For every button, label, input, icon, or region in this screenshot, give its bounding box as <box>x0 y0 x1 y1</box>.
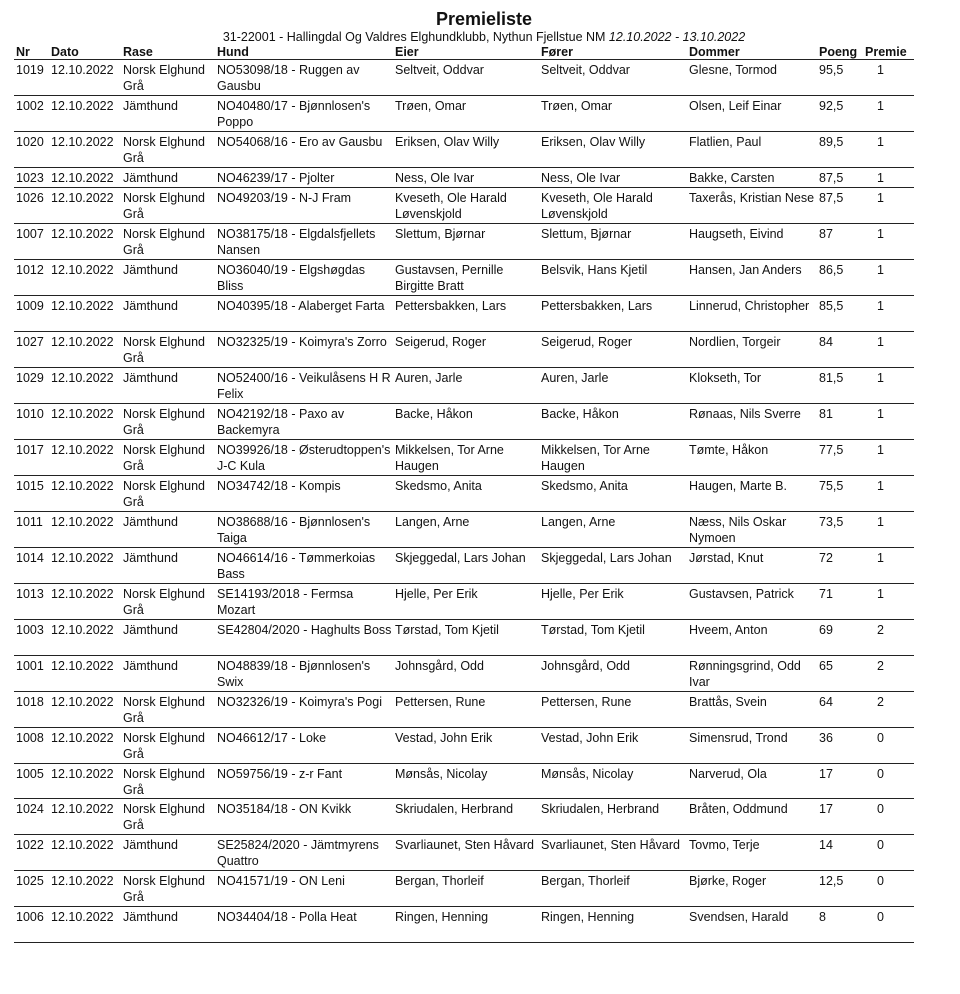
cell-premie: 1 <box>863 440 914 476</box>
cell-forer: Seltveit, Oddvar <box>539 60 687 96</box>
cell-rase: Jämthund <box>121 656 215 692</box>
cell-hund: NO46612/17 - Loke <box>215 728 393 764</box>
cell-dato: 12.10.2022 <box>49 96 121 132</box>
cell-dommer: Tovmo, Terje <box>687 835 817 871</box>
cell-eier: Seigerud, Roger <box>393 332 539 368</box>
cell-rase: Norsk Elghund Grå <box>121 332 215 368</box>
cell-dato: 12.10.2022 <box>49 404 121 440</box>
cell-nr: 1015 <box>14 476 49 512</box>
cell-poeng: 87,5 <box>817 168 863 188</box>
cell-rase: Norsk Elghund Grå <box>121 692 215 728</box>
cell-dato: 12.10.2022 <box>49 332 121 368</box>
cell-premie: 1 <box>863 512 914 548</box>
cell-rase: Norsk Elghund Grå <box>121 799 215 835</box>
cell-forer: Trøen, Omar <box>539 96 687 132</box>
cell-dommer: Haugen, Marte B. <box>687 476 817 512</box>
column-header-premie: Premie <box>863 45 914 60</box>
cell-dato: 12.10.2022 <box>49 584 121 620</box>
cell-rase: Norsk Elghund Grå <box>121 404 215 440</box>
cell-forer: Pettersen, Rune <box>539 692 687 728</box>
cell-forer: Vestad, John Erik <box>539 728 687 764</box>
results-table <box>14 45 914 943</box>
cell-poeng: 73,5 <box>817 512 863 548</box>
column-header-poeng: Poeng <box>817 45 863 60</box>
cell-premie: 1 <box>863 96 914 132</box>
cell-dommer: Flatlien, Paul <box>687 132 817 168</box>
cell-premie: 1 <box>863 168 914 188</box>
cell-forer: Mikkelsen, Tor Arne Haugen <box>539 440 687 476</box>
cell-nr: 1026 <box>14 188 49 224</box>
cell-poeng: 17 <box>817 799 863 835</box>
cell-hund: NO38688/16 - Bjønnlosen's Taiga <box>215 512 393 548</box>
cell-nr: 1007 <box>14 224 49 260</box>
results-body <box>14 60 914 943</box>
table-header-row <box>14 45 914 60</box>
cell-premie: 1 <box>863 260 914 296</box>
cell-forer: Pettersbakken, Lars <box>539 296 687 332</box>
column-header-nr: Nr <box>14 45 49 60</box>
table-row <box>14 60 914 96</box>
cell-nr: 1006 <box>14 907 49 943</box>
cell-nr: 1029 <box>14 368 49 404</box>
cell-dommer: Bråten, Oddmund <box>687 799 817 835</box>
table-row <box>14 332 914 368</box>
cell-poeng: 85,5 <box>817 296 863 332</box>
cell-premie: 1 <box>863 224 914 260</box>
event-dates: 12.10.2022 - 13.10.2022 <box>608 30 746 44</box>
table-row <box>14 692 914 728</box>
cell-eier: Mønsås, Nicolay <box>393 764 539 799</box>
cell-rase: Norsk Elghund Grå <box>121 728 215 764</box>
cell-forer: Svarliaunet, Sten Håvard <box>539 835 687 871</box>
cell-rase: Norsk Elghund Grå <box>121 60 215 96</box>
cell-dato: 12.10.2022 <box>49 656 121 692</box>
cell-poeng: 86,5 <box>817 260 863 296</box>
cell-dato: 12.10.2022 <box>49 871 121 907</box>
cell-hund: NO39926/18 - Østerudtoppen's J-C Kula <box>215 440 393 476</box>
cell-rase: Norsk Elghund Grå <box>121 764 215 799</box>
table-row <box>14 512 914 548</box>
cell-premie: 0 <box>863 728 914 764</box>
cell-forer: Mønsås, Nicolay <box>539 764 687 799</box>
cell-poeng: 77,5 <box>817 440 863 476</box>
cell-premie: 2 <box>863 620 914 656</box>
cell-dommer: Bakke, Carsten <box>687 168 817 188</box>
cell-eier: Skedsmo, Anita <box>393 476 539 512</box>
cell-hund: NO38175/18 - Elgdalsfjellets Nansen <box>215 224 393 260</box>
cell-rase: Jämthund <box>121 512 215 548</box>
cell-eier: Vestad, John Erik <box>393 728 539 764</box>
cell-hund: NO46239/17 - Pjolter <box>215 168 393 188</box>
cell-poeng: 65 <box>817 656 863 692</box>
cell-dommer: Olsen, Leif Einar <box>687 96 817 132</box>
cell-premie: 2 <box>863 692 914 728</box>
cell-forer: Tørstad, Tom Kjetil <box>539 620 687 656</box>
table-row <box>14 440 914 476</box>
cell-poeng: 17 <box>817 764 863 799</box>
cell-premie: 1 <box>863 132 914 168</box>
cell-forer: Bergan, Thorleif <box>539 871 687 907</box>
cell-nr: 1017 <box>14 440 49 476</box>
cell-rase: Norsk Elghund Grå <box>121 871 215 907</box>
cell-nr: 1023 <box>14 168 49 188</box>
cell-dato: 12.10.2022 <box>49 728 121 764</box>
cell-forer: Eriksen, Olav Willy <box>539 132 687 168</box>
cell-dommer: Svendsen, Harald <box>687 907 817 943</box>
cell-poeng: 87 <box>817 224 863 260</box>
table-row <box>14 260 914 296</box>
cell-nr: 1002 <box>14 96 49 132</box>
cell-poeng: 36 <box>817 728 863 764</box>
cell-nr: 1014 <box>14 548 49 584</box>
table-row <box>14 188 914 224</box>
cell-poeng: 81,5 <box>817 368 863 404</box>
cell-dommer: Gustavsen, Patrick <box>687 584 817 620</box>
cell-eier: Svarliaunet, Sten Håvard <box>393 835 539 871</box>
cell-dato: 12.10.2022 <box>49 168 121 188</box>
cell-premie: 1 <box>863 60 914 96</box>
table-row <box>14 296 914 332</box>
cell-dommer: Nordlien, Torgeir <box>687 332 817 368</box>
cell-hund: SE25824/2020 - Jämtmyrens Quattro <box>215 835 393 871</box>
cell-nr: 1019 <box>14 60 49 96</box>
cell-eier: Gustavsen, Pernille Birgitte Bratt <box>393 260 539 296</box>
table-row <box>14 96 914 132</box>
cell-nr: 1011 <box>14 512 49 548</box>
cell-hund: NO42192/18 - Paxo av Backemyra <box>215 404 393 440</box>
cell-eier: Eriksen, Olav Willy <box>393 132 539 168</box>
cell-nr: 1003 <box>14 620 49 656</box>
cell-nr: 1027 <box>14 332 49 368</box>
cell-hund: NO40395/18 - Alaberget Farta <box>215 296 393 332</box>
cell-eier: Hjelle, Per Erik <box>393 584 539 620</box>
cell-eier: Slettum, Bjørnar <box>393 224 539 260</box>
cell-premie: 1 <box>863 476 914 512</box>
cell-rase: Norsk Elghund Grå <box>121 188 215 224</box>
cell-poeng: 89,5 <box>817 132 863 168</box>
cell-dommer: Jørstad, Knut <box>687 548 817 584</box>
cell-rase: Norsk Elghund Grå <box>121 476 215 512</box>
table-row <box>14 476 914 512</box>
cell-rase: Norsk Elghund Grå <box>121 440 215 476</box>
cell-dato: 12.10.2022 <box>49 296 121 332</box>
cell-dato: 12.10.2022 <box>49 548 121 584</box>
cell-premie: 1 <box>863 188 914 224</box>
cell-dommer: Haugseth, Eivind <box>687 224 817 260</box>
column-header-rase: Rase <box>121 45 215 60</box>
table-row <box>14 799 914 835</box>
cell-poeng: 84 <box>817 332 863 368</box>
cell-premie: 1 <box>863 368 914 404</box>
table-row <box>14 871 914 907</box>
cell-poeng: 92,5 <box>817 96 863 132</box>
cell-hund: NO32326/19 - Koimyra's Pogi <box>215 692 393 728</box>
cell-dommer: Taxerås, Kristian Nese <box>687 188 817 224</box>
column-header-dommer: Dommer <box>687 45 817 60</box>
cell-dato: 12.10.2022 <box>49 799 121 835</box>
cell-poeng: 64 <box>817 692 863 728</box>
cell-hund: NO35184/18 - ON Kvikk <box>215 799 393 835</box>
cell-hund: NO41571/19 - ON Leni <box>215 871 393 907</box>
cell-hund: NO48839/18 - Bjønnlosen's Swix <box>215 656 393 692</box>
event-subtitle <box>14 30 914 45</box>
cell-premie: 1 <box>863 332 914 368</box>
cell-forer: Hjelle, Per Erik <box>539 584 687 620</box>
cell-poeng: 72 <box>817 548 863 584</box>
cell-hund: NO49203/19 - N-J Fram <box>215 188 393 224</box>
cell-poeng: 75,5 <box>817 476 863 512</box>
cell-nr: 1009 <box>14 296 49 332</box>
cell-rase: Jämthund <box>121 168 215 188</box>
cell-dato: 12.10.2022 <box>49 764 121 799</box>
cell-dato: 12.10.2022 <box>49 620 121 656</box>
cell-nr: 1020 <box>14 132 49 168</box>
cell-rase: Jämthund <box>121 368 215 404</box>
cell-eier: Kveseth, Ole Harald Løvenskjold <box>393 188 539 224</box>
cell-dato: 12.10.2022 <box>49 476 121 512</box>
cell-forer: Ness, Ole Ivar <box>539 168 687 188</box>
cell-eier: Ringen, Henning <box>393 907 539 943</box>
cell-forer: Kveseth, Ole Harald Løvenskjold <box>539 188 687 224</box>
cell-dato: 12.10.2022 <box>49 224 121 260</box>
cell-premie: 2 <box>863 656 914 692</box>
cell-nr: 1024 <box>14 799 49 835</box>
cell-premie: 0 <box>863 799 914 835</box>
cell-eier: Backe, Håkon <box>393 404 539 440</box>
cell-forer: Belsvik, Hans Kjetil <box>539 260 687 296</box>
cell-forer: Auren, Jarle <box>539 368 687 404</box>
cell-dato: 12.10.2022 <box>49 132 121 168</box>
cell-dato: 12.10.2022 <box>49 440 121 476</box>
cell-eier: Johnsgård, Odd <box>393 656 539 692</box>
table-row <box>14 764 914 799</box>
cell-nr: 1008 <box>14 728 49 764</box>
cell-forer: Skriudalen, Herbrand <box>539 799 687 835</box>
cell-nr: 1018 <box>14 692 49 728</box>
cell-forer: Skjeggedal, Lars Johan <box>539 548 687 584</box>
cell-nr: 1025 <box>14 871 49 907</box>
cell-dommer: Rønaas, Nils Sverre <box>687 404 817 440</box>
cell-premie: 0 <box>863 764 914 799</box>
cell-dato: 12.10.2022 <box>49 188 121 224</box>
cell-rase: Jämthund <box>121 296 215 332</box>
cell-nr: 1001 <box>14 656 49 692</box>
cell-dato: 12.10.2022 <box>49 907 121 943</box>
cell-dommer: Linnerud, Christopher <box>687 296 817 332</box>
cell-hund: NO34742/18 - Kompis <box>215 476 393 512</box>
cell-hund: NO59756/19 - z-r Fant <box>215 764 393 799</box>
cell-rase: Norsk Elghund Grå <box>121 224 215 260</box>
cell-eier: Mikkelsen, Tor Arne Haugen <box>393 440 539 476</box>
cell-dommer: Narverud, Ola <box>687 764 817 799</box>
cell-dato: 12.10.2022 <box>49 60 121 96</box>
table-row <box>14 168 914 188</box>
cell-premie: 0 <box>863 835 914 871</box>
cell-hund: NO34404/18 - Polla Heat <box>215 907 393 943</box>
cell-dato: 12.10.2022 <box>49 260 121 296</box>
table-row <box>14 835 914 871</box>
cell-forer: Skedsmo, Anita <box>539 476 687 512</box>
cell-forer: Slettum, Bjørnar <box>539 224 687 260</box>
cell-dato: 12.10.2022 <box>49 692 121 728</box>
cell-forer: Johnsgård, Odd <box>539 656 687 692</box>
cell-nr: 1012 <box>14 260 49 296</box>
table-row <box>14 620 914 656</box>
cell-eier: Pettersbakken, Lars <box>393 296 539 332</box>
cell-eier: Seltveit, Oddvar <box>393 60 539 96</box>
column-header-dato: Dato <box>49 45 121 60</box>
table-row <box>14 224 914 260</box>
cell-forer: Ringen, Henning <box>539 907 687 943</box>
cell-rase: Jämthund <box>121 907 215 943</box>
cell-premie: 1 <box>863 584 914 620</box>
cell-eier: Skriudalen, Herbrand <box>393 799 539 835</box>
column-header-hund: Hund <box>215 45 393 60</box>
cell-rase: Jämthund <box>121 260 215 296</box>
cell-poeng: 71 <box>817 584 863 620</box>
cell-poeng: 95,5 <box>817 60 863 96</box>
table-row <box>14 584 914 620</box>
cell-eier: Ness, Ole Ivar <box>393 168 539 188</box>
cell-hund: SE42804/2020 - Haghults Boss <box>215 620 393 656</box>
premieliste-page <box>14 8 914 943</box>
cell-rase: Jämthund <box>121 620 215 656</box>
cell-eier: Tørstad, Tom Kjetil <box>393 620 539 656</box>
cell-forer: Langen, Arne <box>539 512 687 548</box>
column-header-eier: Eier <box>393 45 539 60</box>
cell-hund: SE14193/2018 - Fermsa Mozart <box>215 584 393 620</box>
event-name: 31-22001 - Hallingdal Og Valdres Elghundklubb, Nythun Fjellstue NM <box>222 30 609 44</box>
cell-poeng: 12,5 <box>817 871 863 907</box>
cell-eier: Trøen, Omar <box>393 96 539 132</box>
cell-hund: NO36040/19 - Elgshøgdas Bliss <box>215 260 393 296</box>
column-header-forer: Fører <box>539 45 687 60</box>
table-row <box>14 548 914 584</box>
cell-premie: 0 <box>863 871 914 907</box>
cell-hund: NO54068/16 - Ero av Gausbu <box>215 132 393 168</box>
page-title: Premieliste <box>435 9 533 29</box>
cell-eier: Bergan, Thorleif <box>393 871 539 907</box>
cell-poeng: 81 <box>817 404 863 440</box>
cell-poeng: 8 <box>817 907 863 943</box>
cell-eier: Auren, Jarle <box>393 368 539 404</box>
table-row <box>14 368 914 404</box>
cell-rase: Jämthund <box>121 548 215 584</box>
cell-dommer: Hansen, Jan Anders <box>687 260 817 296</box>
cell-hund: NO32325/19 - Koimyra's Zorro <box>215 332 393 368</box>
cell-dommer: Næss, Nils Oskar Nymoen <box>687 512 817 548</box>
cell-premie: 1 <box>863 404 914 440</box>
cell-rase: Jämthund <box>121 835 215 871</box>
cell-poeng: 14 <box>817 835 863 871</box>
cell-eier: Langen, Arne <box>393 512 539 548</box>
cell-dommer: Glesne, Tormod <box>687 60 817 96</box>
cell-hund: NO40480/17 - Bjønnlosen's Poppo <box>215 96 393 132</box>
cell-hund: NO46614/16 - Tømmerkoias Bass <box>215 548 393 584</box>
table-row <box>14 404 914 440</box>
cell-dommer: Bjørke, Roger <box>687 871 817 907</box>
table-row <box>14 907 914 943</box>
cell-rase: Norsk Elghund Grå <box>121 132 215 168</box>
cell-dommer: Brattås, Svein <box>687 692 817 728</box>
cell-poeng: 69 <box>817 620 863 656</box>
cell-nr: 1013 <box>14 584 49 620</box>
cell-dommer: Simensrud, Trond <box>687 728 817 764</box>
cell-hund: NO52400/16 - Veikulåsens H R Felix <box>215 368 393 404</box>
cell-hund: NO53098/18 - Ruggen av Gausbu <box>215 60 393 96</box>
cell-nr: 1005 <box>14 764 49 799</box>
cell-dato: 12.10.2022 <box>49 512 121 548</box>
cell-nr: 1022 <box>14 835 49 871</box>
table-row <box>14 132 914 168</box>
cell-nr: 1010 <box>14 404 49 440</box>
cell-eier: Pettersen, Rune <box>393 692 539 728</box>
cell-forer: Seigerud, Roger <box>539 332 687 368</box>
cell-rase: Jämthund <box>121 96 215 132</box>
cell-dommer: Rønningsgrind, Odd Ivar <box>687 656 817 692</box>
cell-forer: Backe, Håkon <box>539 404 687 440</box>
cell-premie: 0 <box>863 907 914 943</box>
cell-rase: Norsk Elghund Grå <box>121 584 215 620</box>
cell-dommer: Klokseth, Tor <box>687 368 817 404</box>
table-row <box>14 656 914 692</box>
table-row <box>14 728 914 764</box>
cell-dommer: Hveem, Anton <box>687 620 817 656</box>
cell-poeng: 87,5 <box>817 188 863 224</box>
cell-premie: 1 <box>863 548 914 584</box>
cell-premie: 1 <box>863 296 914 332</box>
cell-dommer: Tømte, Håkon <box>687 440 817 476</box>
cell-dato: 12.10.2022 <box>49 835 121 871</box>
cell-dato: 12.10.2022 <box>49 368 121 404</box>
cell-eier: Skjeggedal, Lars Johan <box>393 548 539 584</box>
